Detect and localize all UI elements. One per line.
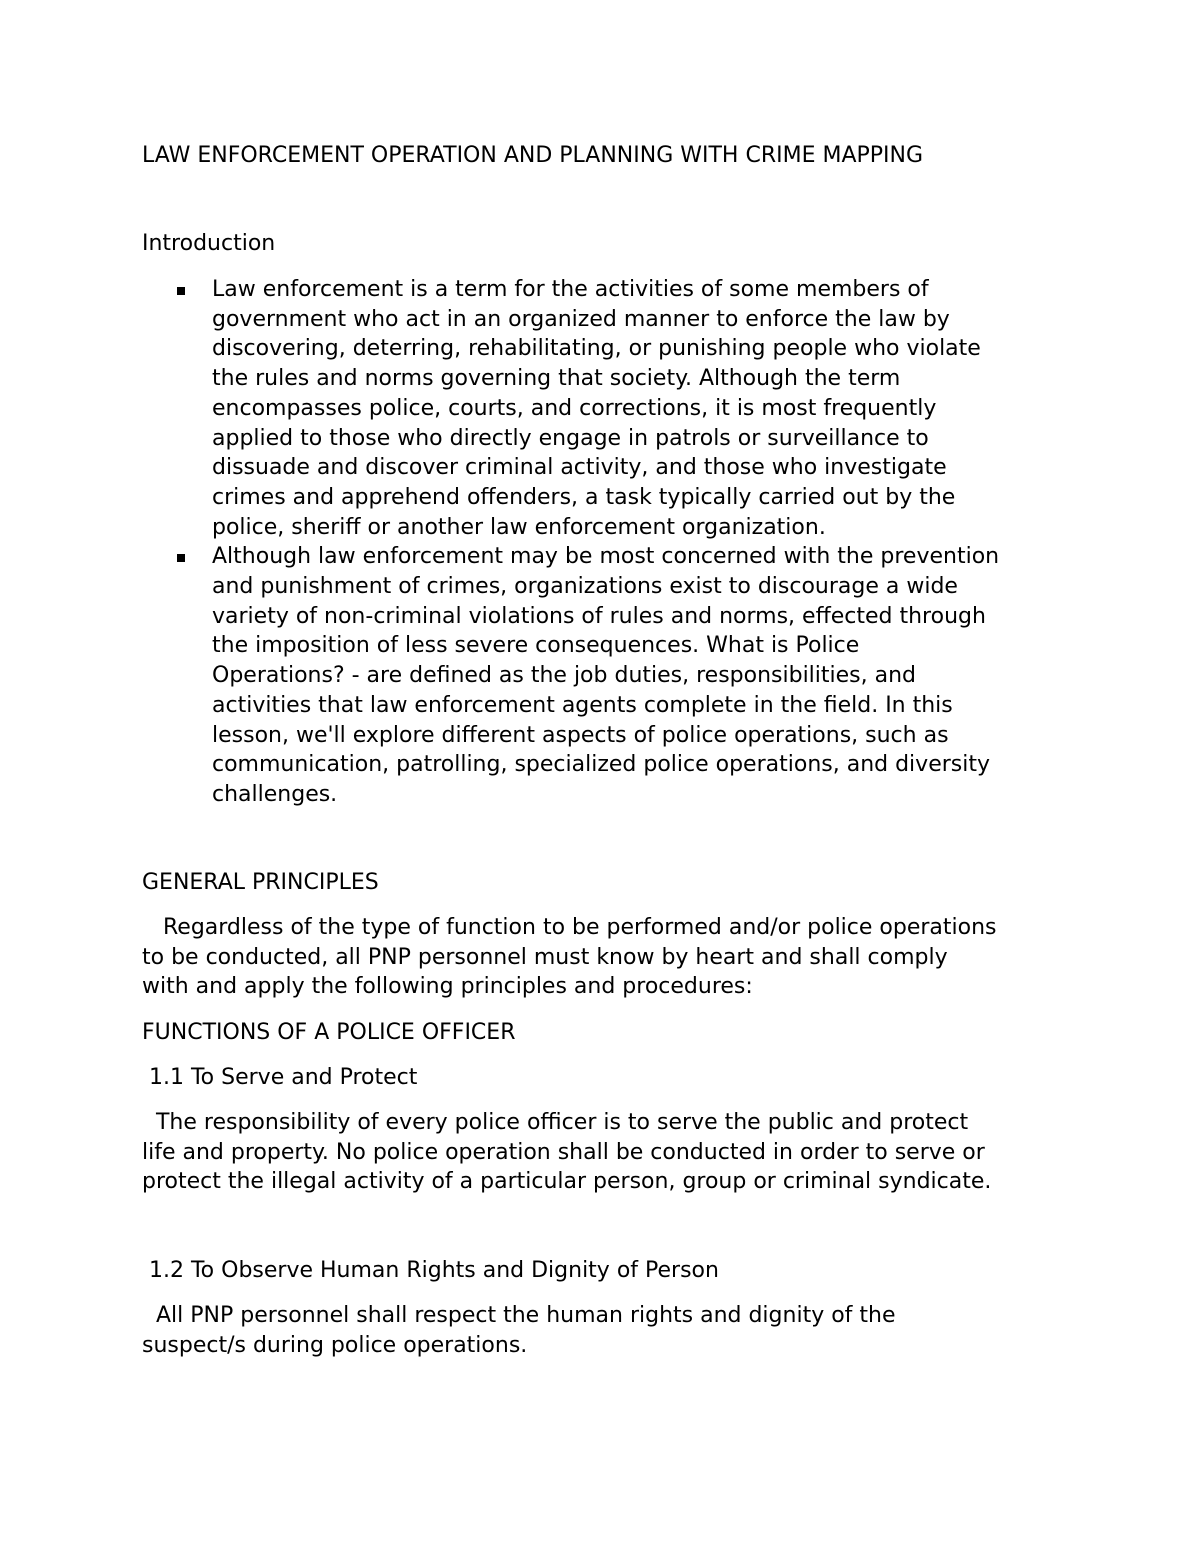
square-bullet-icon bbox=[177, 287, 185, 295]
paragraph-line: Regardless of the type of function to be performed and/or police operations bbox=[142, 915, 997, 940]
bullet-text-line: variety of non-criminal violations of rules and norms, effected through bbox=[212, 603, 986, 629]
bullet-text-line: applied to those who directly engage in patrols or surveillance to bbox=[212, 425, 929, 451]
bullet-text-line: communication, patrolling, specialized police operations, and diversity bbox=[212, 752, 990, 778]
paragraph-line: suspect/s during police operations. bbox=[142, 1332, 528, 1358]
bullet-text-line: challenges. bbox=[212, 781, 338, 807]
bullet-text-line: Law enforcement is a term for the activities of some members of bbox=[212, 277, 929, 302]
bullet-text-line: dissuade and discover criminal activity, and those who investigate bbox=[212, 455, 947, 481]
paragraph-line: The responsibility of every police officer is to serve the public and protect bbox=[142, 1110, 969, 1135]
section-1-2-paragraph bbox=[142, 1301, 1102, 1360]
introduction-bullet-list bbox=[142, 275, 1102, 810]
paragraph-line: All PNP personnel shall respect the human rights and dignity of the bbox=[142, 1303, 896, 1328]
introduction-heading: Introduction bbox=[142, 231, 276, 256]
bullet-text-line: activities that law enforcement agents complete in the field. In this bbox=[212, 692, 953, 718]
section-1-2-heading: 1.2 To Observe Human Rights and Dignity of Person bbox=[142, 1258, 719, 1283]
bullet-item-law-enforcement bbox=[142, 275, 1102, 542]
bullet-text-line: government who act in an organized manner to enforce the law by bbox=[212, 306, 950, 332]
paragraph-line: to be conducted, all PNP personnel must know by heart and shall comply bbox=[142, 944, 948, 970]
bullet-text-line: encompasses police, courts, and corrections, it is most frequently bbox=[212, 395, 937, 421]
section-1-1-heading: 1.1 To Serve and Protect bbox=[142, 1065, 418, 1090]
document-title: LAW ENFORCEMENT OPERATION AND PLANNING WITH CRIME MAPPING bbox=[142, 143, 924, 168]
general-principles-paragraph bbox=[142, 913, 1102, 1002]
square-bullet-icon bbox=[177, 554, 185, 562]
bullet-text-line: the imposition of less severe consequences. What is Police bbox=[212, 633, 860, 659]
bullet-text-line: crimes and apprehend offenders, a task typically carried out by the bbox=[212, 484, 956, 510]
bullet-text-line: the rules and norms governing that society. Although the term bbox=[212, 366, 901, 392]
general-principles-heading: GENERAL PRINCIPLES bbox=[142, 870, 379, 895]
bullet-item-police-operations bbox=[142, 542, 1102, 809]
bullet-text-line: Operations? - are defined as the job duties, responsibilities, and bbox=[212, 663, 917, 689]
paragraph-line: protect the illegal activity of a particular person, group or criminal syndicate. bbox=[142, 1169, 992, 1195]
bullet-text-line: lesson, we'll explore different aspects of police operations, such as bbox=[212, 722, 949, 748]
bullet-text-line: discovering, deterring, rehabilitating, or punishing people who violate bbox=[212, 336, 981, 362]
paragraph-line: with and apply the following principles and procedures: bbox=[142, 974, 753, 1000]
section-1-1-paragraph bbox=[142, 1108, 1102, 1197]
bullet-text-line: Although law enforcement may be most concerned with the prevention bbox=[212, 544, 1000, 570]
bullet-text-line: police, sheriff or another law enforcement organization. bbox=[212, 514, 826, 540]
bullet-text-line: and punishment of crimes, organizations exist to discourage a wide bbox=[212, 574, 958, 600]
functions-heading: FUNCTIONS OF A POLICE OFFICER bbox=[142, 1020, 516, 1045]
paragraph-line: life and property. No police operation shall be conducted in order to serve or bbox=[142, 1139, 985, 1165]
